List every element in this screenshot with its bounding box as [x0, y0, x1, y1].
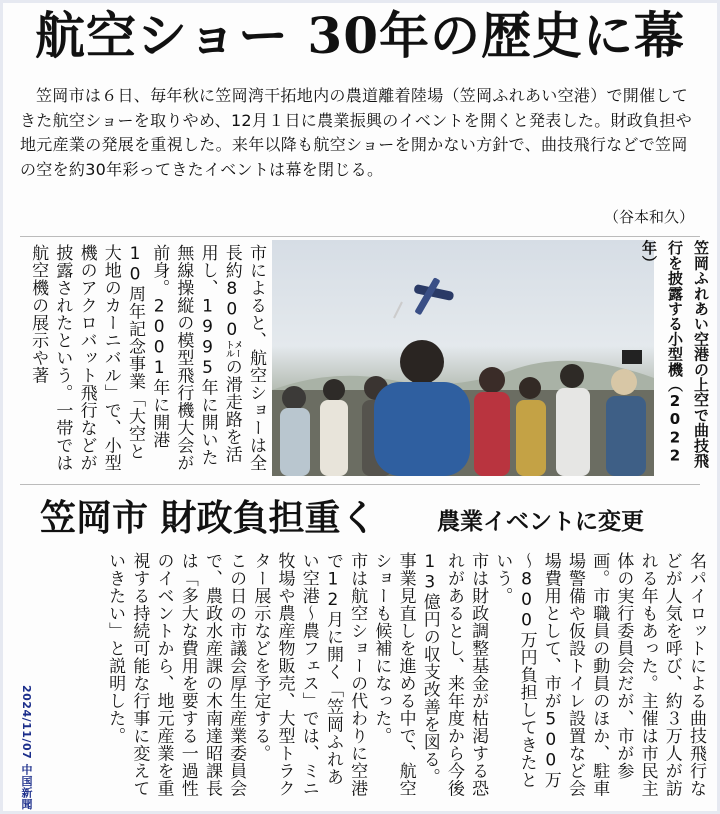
upper-body-text: 市によると、航空ショーは全長約800㍍の滑走路を活用し、1995年に開いた無線操縦の模型飛行機大会が前身。2001年に開港10周年記念事業「大空と大地のカーニバル」で、小型機のアクロバット飛行などが披露されたという。一帯では航空機の展示や著 [28, 244, 266, 472]
paragraph: この日の市議会厚生産業委員会で、農政水産課の木南達昭課長は「多大な費用を要する一過性のイベントから、地元産業を重視する持続可能な行事に変えていきたい」と説明した。 [105, 552, 247, 797]
subheadline: 笠岡市 財政負担重く [40, 497, 377, 539]
lead-paragraph: 笠岡市は６日、毎年秋に笠岡湾干拓地内の農道離着陸場（笠岡ふれあい空港）で開催してきた航空ショーを取りやめ、12月１日に農業振興のイベントを開くと発表した。財政負担や地元産業の発展を重視した。来年以降も航空ショーを開かない方針で、曲技飛行などで笠岡の空を約30年彩ってきたイベントは幕を閉じる。 [20, 86, 693, 179]
paragraph: 市は財政調整基金が枯渇する恐れがあるとし、来年度から今後13億円の収支改善を図る。事業見直しを進める中で、航空ショーも候補になった。 [371, 552, 489, 797]
photo-caption: 笠岡ふれあい空港の上空で曲技飛行を披露する小型機（2022年） [640, 240, 710, 468]
paragraph: 市は航空ショーの代わりに空港で12月に開く「笠岡ふれあい空港～農フェス」では、ミニ牧場や農産物販売、大型トラクター展示などを予定する。 [250, 552, 368, 797]
aerobatic-plane [394, 277, 454, 318]
lower-body-text [40, 552, 708, 802]
divider [20, 484, 700, 485]
airshow-photo [272, 240, 654, 476]
date-source-stamp: 2024/11/07 中国新聞 [20, 685, 33, 810]
byline: （谷本和久） [603, 208, 694, 226]
divider [20, 236, 700, 237]
airshow-scene [272, 240, 654, 476]
blue-jacket-person [374, 382, 470, 476]
crowd [272, 340, 654, 476]
paragraph: 名パイロットによる曲技飛行などが人気を呼び、約３万人が訪れる年もあった。主催は市民主体の実行委員会だが、市が参画。市職員の動員のほか、駐車場警備や仮設トイレ設置など会場費用として、市が500万～800万円負担してきたという。 [492, 552, 706, 797]
headline: 航空ショー 30年の歴史に幕 [35, 6, 685, 65]
subheadline-kicker: 農業イベントに変更 [437, 509, 644, 535]
